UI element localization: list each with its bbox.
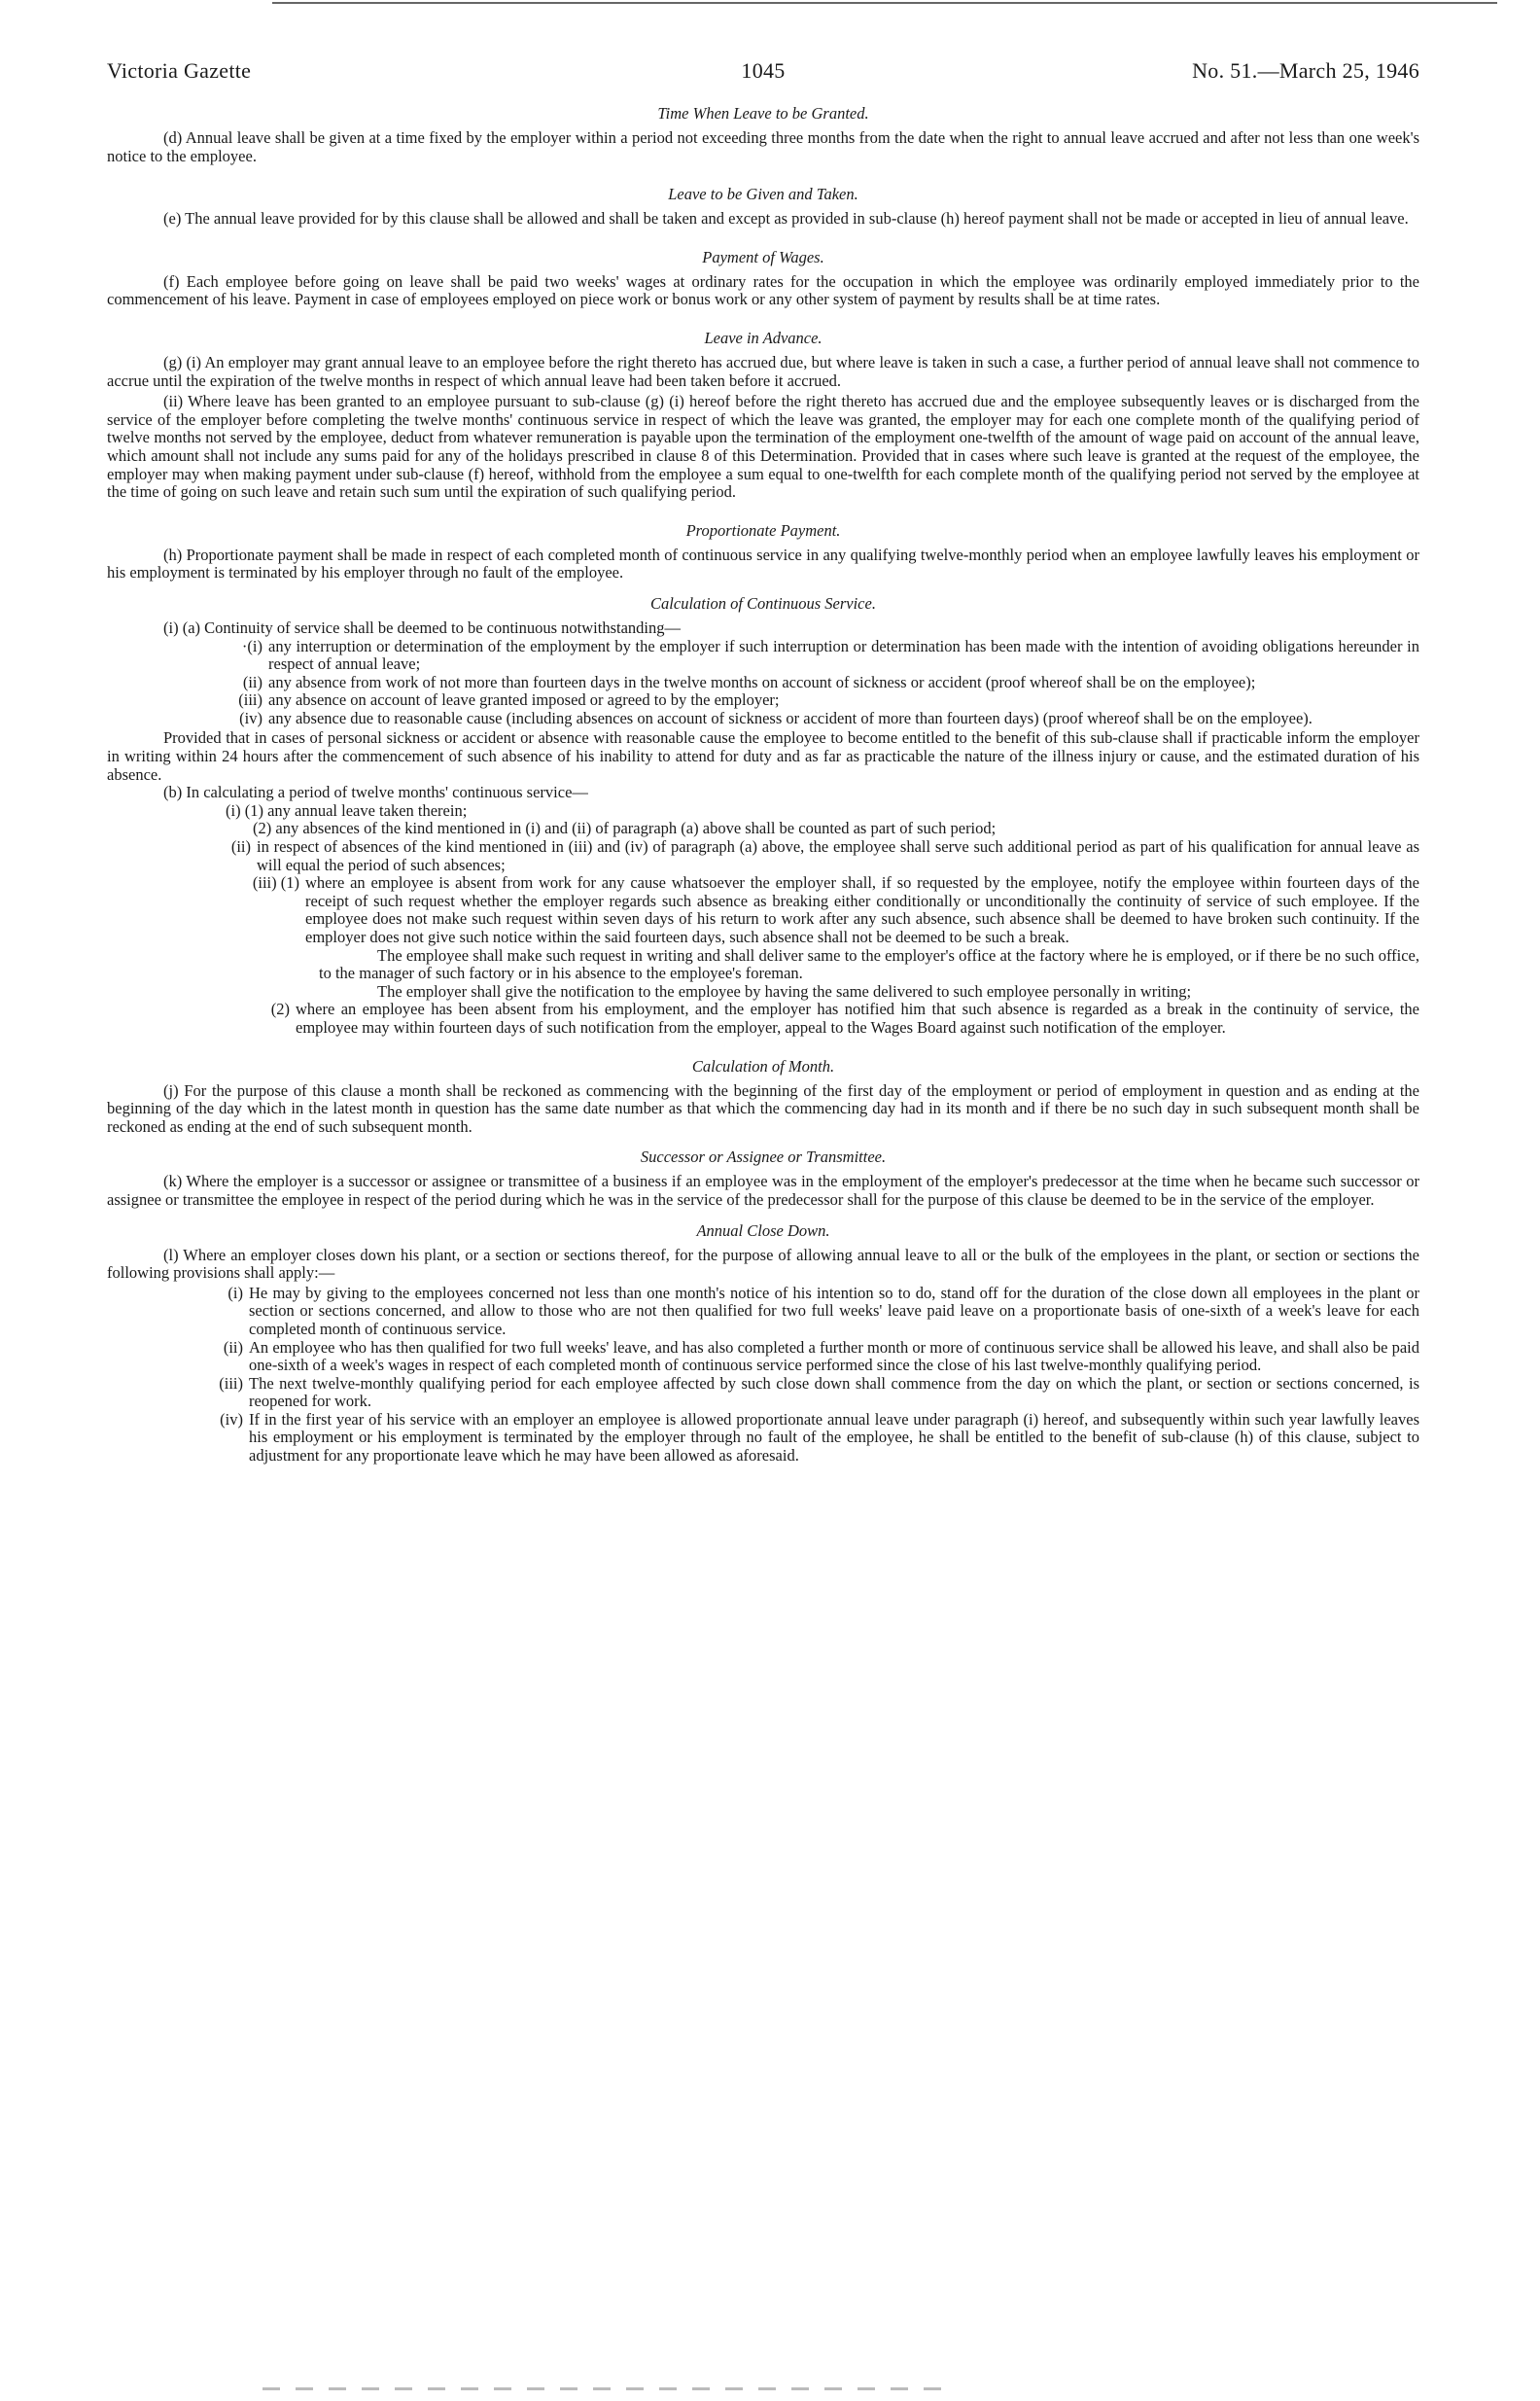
para-e: (e) The annual leave provided for by this clause shall be allowed and shall be taken and except as provided in sub-clause (h) hereof payment shall not be made or accepted in lieu of annual leave. (163, 209, 1409, 229)
list-item: (iv) If in the first year of his service with an employer an employee is allowed proportionate annual leave under paragraph (i) hereof, and subsequently within such year lawfully leaves his employment or his employment is terminated by the employer through no fault of the employee, he shall be entitled to the benefit of sub-clause (h) of this clause, subject to adjustment for any proportionate leave which he may have been allowed as aforesaid. (220, 1409, 1419, 1465)
list-item: (iv) any absence due to reasonable cause (including absences on account of sickness or accident of more than fourteen days) (proof whereof shall be on the employee). (239, 708, 1312, 727)
heading-payment-of-wages: Payment of Wages. (702, 247, 824, 266)
para-b-i-1: (i) (1) any annual leave taken therein; (226, 800, 468, 820)
issue-date: No. 51.—March 25, 1946 (1192, 58, 1419, 83)
heading-calculation-of-month: Calculation of Month. (691, 1056, 835, 1076)
para-g-ii: (ii) Where leave has been granted to an employee pursuant to sub-clause (g) (i) hereof before the right thereto has accrued due and the employee subsequently leaves or is discharged from the service of the employer before completing the twelve months' continuous service in respect of which the leave was granted, the employer may for each one complete month of the qualifying period of twelve months not served by the employee, deduct from whatever remuneration is payable upon the termination of the employment one-twelfth of the amount of wage paid on account of the annual leave, which amount shall not include any sums paid for any of the holidays prescribed in clause 8 of this Determination. Provided that in cases where such leave is granted at the request of the employee, the employer may when making payment under sub-clause (f) hereof, withhold from the employee a sum equal to one-twelfth for each complete month of the qualifying period not served by the employee at the time of going on such leave and retain such sum until the expiration of such qualifying period. (107, 392, 1419, 502)
list-item: (ii) any absence from work of not more than fourteen days in the twelve months on account of sickness or accident (proof whereof shall be on the employee); (242, 672, 1256, 691)
para-g-i: (g) (i) An employer may grant annual leave to an employee before the right thereto has accrued due, but where leave is taken in such a case, a further period of annual leave shall not commence to accrue until the expiration of the twelve months in respect of which annual leave had been taken before it accrued. (107, 352, 1419, 390)
para-b-i-2: (2) any absences of the kind mentioned in (i) and (ii) of paragraph (a) above shall be counted as part of such period; (253, 819, 997, 838)
page-number: 1045 (741, 58, 786, 83)
para-k: (k) Where the employer is a successor or assignee or transmittee of a business if an employee was in the employment of the employer's predecessor at the time when he became such successor or assignee or transmittee the employee in respect of the period during which he was in the service of the predecessor shall for the purpose of this clause be deemed to be in the service of the employer. (107, 1172, 1419, 1209)
para-f: (f) Each employee before going on leave shall be paid two weeks' wages at ordinary rates for the occupation in which the employee was ordinarily employed immediately prior to the commencement of his leave. Payment in case of employees employed on piece work or bonus work or any other system of payment by results shall be at time rates. (107, 271, 1419, 309)
para-l: (l) Where an employer closes down his plant, or a section or sections thereof, for the purpose of allowing annual leave to all or the bulk of the employees in the plant, or section or sections the following provisions shall apply:— (107, 1245, 1419, 1283)
list-item: (2) where an employee has been absent from his employment, and the employer has notified him that such absence is regarded as a break in the continuity of service, the employee may within fourteen days of such notification from the employer, appeal to the Wages Board against such notification of the employer. (270, 1000, 1419, 1037)
bottom-bleed-through (262, 2387, 943, 2390)
heading-time-when-leave: Time When Leave to be Granted. (657, 104, 869, 123)
heading-proportionate-payment: Proportionate Payment. (685, 520, 841, 540)
list-item: (ii) An employee who has then qualified for two full weeks' leave, and has also completed a further month or more of continuous service shall be allowed his leave, and shall also be paid one-sixth of a week's wages in respect of each completed month of continuous service performed since the close of his last twelve-monthly qualifying period. (223, 1337, 1419, 1375)
list-item: ·(i) any interruption or determination of the employment by the employer if such interruption or determination has been made with the intention of avoiding obligations hereunder in respect of annual leave; (241, 636, 1419, 674)
list-item: (ii) in respect of absences of the kind mentioned in (iii) and (iv) of paragraph (a) above, the employee shall serve such additional period as part of his qualification for annual leave as will equal the period of such absences; (230, 837, 1419, 874)
para-b-iii-1b: The employee shall make such request in writing and shall deliver same to the employer's office at the factory where he is employed, or if there be no such office, to the manager of such factory or in his absence to the employee's foreman. (319, 945, 1419, 983)
list-item: (iii) (1) where an employee is absent from work for any cause whatsoever the employer shall, if so requested by the employee, notify the employee within fourteen days of the receipt of such request whether the employer regards such absence as breaking either conditionally or unconditionally the continuity of service of such employee. If the employee does not make such request within seven days of his return to work after any such absence, such absence shall be deemed to have broken such continuity. If the employer does not give such notice within the said fourteen days, such absence shall not be deemed to be such a break. (252, 873, 1419, 946)
para-j: (j) For the purpose of this clause a month shall be reckoned as commencing with the beginning of the first day of the employment or period of employment in question and as ending at the beginning of the day which in the latest month in question has the same date number as that which the commencing day had in its month and if there be no such day in such subsequent month shall be reckoned as ending at the end of such subsequent month. (107, 1080, 1419, 1136)
para-b-lead: (b) In calculating a period of twelve months' continuous service— (163, 783, 588, 802)
para-b-iii-1c: The employer shall give the notification to the employee by having the same delivered to such employee personally in writing; (377, 981, 1192, 1001)
heading-leave-given-taken: Leave to be Given and Taken. (668, 185, 858, 204)
list-item: (i) He may by giving to the employees concerned not less than one month's notice of his intention so to do, stand off for the duration of the close down all employees in the plant or section or sections concerned, and allow to those who are not then qualified for two full weeks' leave paid leave on a proportionate basis of one-sixth of a week's leave for each completed month of continuous service. (228, 1283, 1419, 1338)
heading-successor: Successor or Assignee or Transmittee. (640, 1148, 887, 1167)
gazette-title: Victoria Gazette (107, 58, 252, 83)
page-header (107, 0, 1419, 92)
para-i-a-lead: (i) (a) Continuity of service shall be deemed to be continuous notwithstanding— (163, 618, 682, 637)
proviso-paragraph: Provided that in cases of personal sickness or accident or absence with reasonable cause the employee to become entitled to the benefit of this sub-clause shall if practicable inform the employer in writing within 24 hours after the commencement of such absence of his inability to attend for duty and as far as practicable the nature of the illness injury or cause, and the estimated duration of his absence. (107, 728, 1419, 784)
list-item: (iii) any absence on account of leave granted imposed or agreed to by the employer; (238, 690, 780, 710)
heading-leave-in-advance: Leave in Advance. (704, 328, 822, 347)
list-item: (iii) The next twelve-monthly qualifying period for each employee affected by such close down shall commence from the day on which the plant, or section or sections concerned, is reopened for work. (219, 1373, 1419, 1411)
gazette-page (107, 0, 1419, 1465)
para-h: (h) Proportionate payment shall be made in respect of each completed month of continuous service in any qualifying twelve-monthly period when an employee lawfully leaves his employment or his employment is terminated by his employer through no fault of the employee. (107, 545, 1419, 583)
para-d: (d) Annual leave shall be given at a time fixed by the employer within a period not exceeding three months from the date when the right to annual leave accrued and after not less than one week's notice to the employee. (107, 128, 1419, 165)
heading-annual-close-down: Annual Close Down. (696, 1220, 830, 1240)
heading-continuous-service: Calculation of Continuous Service. (650, 593, 876, 613)
